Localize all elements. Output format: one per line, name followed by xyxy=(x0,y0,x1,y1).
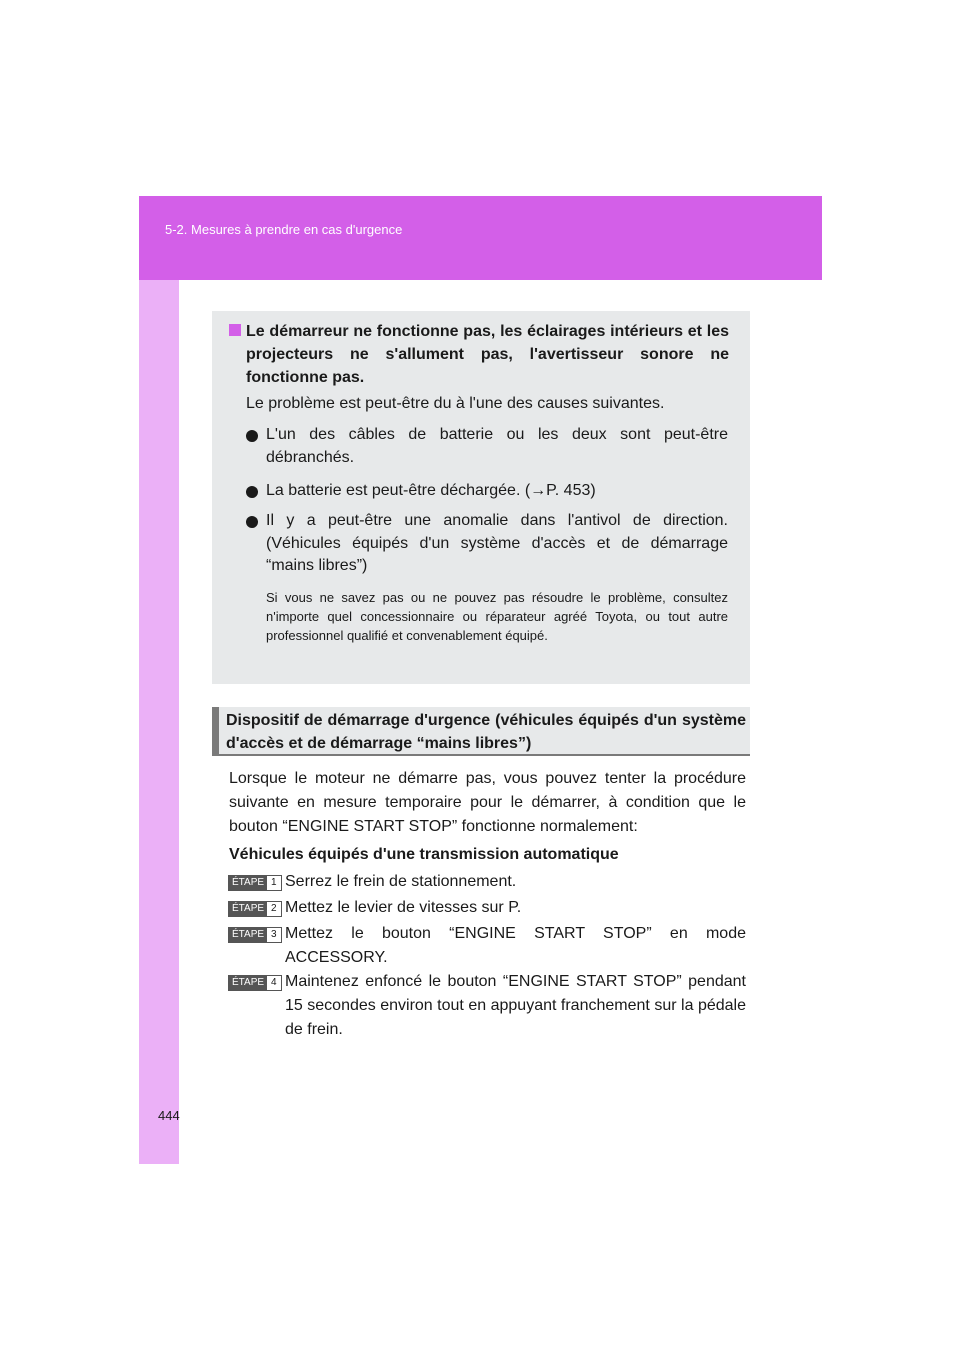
chapter-header-band xyxy=(139,196,822,280)
cause-bullet-text: La batterie est peut-être déchargée. (→P. 453) xyxy=(266,482,596,499)
step-item xyxy=(228,896,746,920)
step-badge-label: ÉTAPE xyxy=(229,976,267,990)
cause-bullet-text: L'un des câbles de batterie ou les deux sont peut-être débranchés. xyxy=(266,426,728,466)
step-badge xyxy=(228,875,282,891)
page-number: 444 xyxy=(158,1108,180,1123)
step-badge-label: ÉTAPE xyxy=(229,876,267,890)
side-margin-strip xyxy=(139,280,179,1164)
bullet-dot-icon xyxy=(246,486,258,498)
info-box-intro: Le problème est peut-être du à l'une des causes suivantes. xyxy=(246,395,665,412)
step-badge-number: 1 xyxy=(267,876,281,890)
step-item xyxy=(228,870,746,894)
step-badge-number: 4 xyxy=(267,976,281,990)
step-text: Maintenez enfoncé le bouton “ENGINE START STOP” pendant 15 secondes environ tout en appuyant franchement sur la pédale de frein. xyxy=(285,973,746,1038)
step-badge xyxy=(228,975,282,991)
step-badge-number: 3 xyxy=(267,928,281,942)
step-text: Mettez le bouton “ENGINE START STOP” en mode ACCESSORY. xyxy=(285,925,746,966)
cause-bullet-item xyxy=(246,424,728,469)
bullet-dot-icon xyxy=(246,516,258,528)
step-badge xyxy=(228,927,282,943)
step-item xyxy=(228,922,746,970)
square-bullet-icon xyxy=(229,324,241,336)
bullet-dot-icon xyxy=(246,430,258,442)
step-badge-number: 2 xyxy=(267,902,281,916)
step-text: Serrez le frein de stationnement. xyxy=(285,873,517,890)
cause-bullet-item xyxy=(246,510,728,578)
info-box-note: Si vous ne savez pas ou ne pouvez pas résoudre le problème, consultez n'importe quel concessionnaire ou réparateur agréé Toyota, ou tout autre professionnel qualifié et convenablement équipé. xyxy=(266,590,728,643)
step-badge xyxy=(228,901,282,917)
step-badge-label: ÉTAPE xyxy=(229,902,267,916)
cause-bullet-text: Il y a peut-être une anomalie dans l'antivol de direction. (Véhicules équipés d'un système d'accès et de démarrage “mains libres”) xyxy=(266,512,728,574)
cause-bullet-item xyxy=(246,480,728,503)
section-paragraph: Lorsque le moteur ne démarre pas, vous pouvez tenter la procédure suivante en mesure temporaire pour le démarrer, à condition que le bouton “ENGINE START STOP” fonctionne normalement: xyxy=(229,770,746,835)
section-subheading: Véhicules équipés d'une transmission automatique xyxy=(229,846,619,863)
info-box-title xyxy=(229,320,729,389)
info-box-title-text: Le démarreur ne fonctionne pas, les éclairages intérieurs et les projecteurs ne s'allument pas, l'avertisseur sonore ne fonctionne pas. xyxy=(246,323,729,386)
step-text: Mettez le levier de vitesses sur P. xyxy=(285,899,522,916)
section-heading-bar xyxy=(212,707,219,754)
chapter-header-title: 5-2. Mesures à prendre en cas d'urgence xyxy=(165,222,403,237)
step-item xyxy=(228,970,746,1042)
step-badge-label: ÉTAPE xyxy=(229,928,267,942)
section-heading-title: Dispositif de démarrage d'urgence (véhicules équipés d'un système d'accès et de démarrage “mains libres”) xyxy=(226,712,746,752)
